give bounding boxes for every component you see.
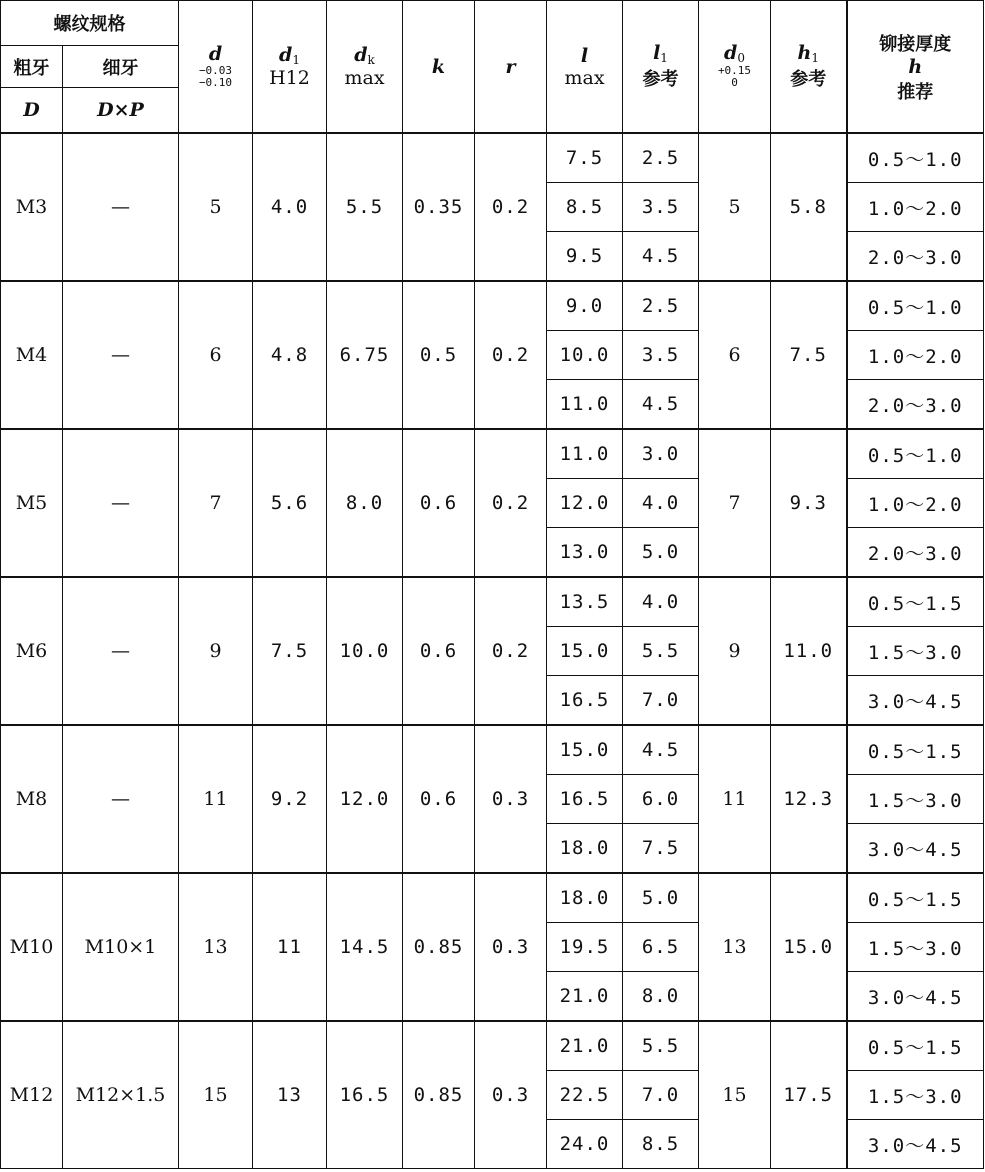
cell-coarse: M6 xyxy=(1,577,63,725)
header-r: r xyxy=(475,1,547,134)
cell-dk: 10.0 xyxy=(327,577,403,725)
header-h1: $h_1$ 参考 xyxy=(771,1,847,134)
cell-h: 0.5～1.0 xyxy=(847,281,984,331)
cell-fine: M10×1 xyxy=(63,873,179,1021)
cell-l: 8.5 xyxy=(547,183,623,232)
cell-r: 0.2 xyxy=(475,133,547,281)
cell-l: 18.0 xyxy=(547,824,623,874)
cell-h: 1.5～3.0 xyxy=(847,923,984,972)
cell-l1: 8.5 xyxy=(623,1120,699,1169)
header-dk: $d_k$ max xyxy=(327,1,403,134)
cell-coarse: M12 xyxy=(1,1021,63,1169)
cell-l: 12.0 xyxy=(547,479,623,528)
cell-d0: 7 xyxy=(699,429,771,577)
cell-l: 21.0 xyxy=(547,972,623,1022)
cell-d0: 11 xyxy=(699,725,771,873)
cell-h: 2.0～3.0 xyxy=(847,380,984,430)
table-body xyxy=(1,133,984,1169)
header-l1: $l_1$ 参考 xyxy=(623,1,699,134)
header-rivet-thickness: 铆接厚度 h 推荐 xyxy=(847,1,984,134)
cell-d1: 9.2 xyxy=(253,725,327,873)
cell-h: 0.5～1.5 xyxy=(847,873,984,923)
cell-fine: — xyxy=(63,429,179,577)
cell-l: 22.5 xyxy=(547,1071,623,1120)
cell-l: 16.5 xyxy=(547,676,623,726)
cell-r: 0.3 xyxy=(475,725,547,873)
cell-l1: 3.5 xyxy=(623,331,699,380)
cell-h: 1.5～3.0 xyxy=(847,1071,984,1120)
table-row xyxy=(1,577,984,627)
cell-d1: 7.5 xyxy=(253,577,327,725)
header-coarse: 粗牙 xyxy=(1,46,63,88)
cell-l: 21.0 xyxy=(547,1021,623,1071)
cell-r: 0.2 xyxy=(475,281,547,429)
cell-h: 0.5～1.5 xyxy=(847,725,984,775)
cell-l1: 6.0 xyxy=(623,775,699,824)
cell-l: 15.0 xyxy=(547,725,623,775)
cell-dk: 12.0 xyxy=(327,725,403,873)
cell-d: 9 xyxy=(179,577,253,725)
cell-d0: 6 xyxy=(699,281,771,429)
cell-d1: 11 xyxy=(253,873,327,1021)
cell-l1: 8.0 xyxy=(623,972,699,1022)
cell-l1: 5.5 xyxy=(623,1021,699,1071)
cell-dk: 16.5 xyxy=(327,1021,403,1169)
cell-d1: 5.6 xyxy=(253,429,327,577)
header-d: d −0.03 −0.10 xyxy=(179,1,253,134)
cell-coarse: M5 xyxy=(1,429,63,577)
cell-l1: 5.0 xyxy=(623,873,699,923)
cell-l: 10.0 xyxy=(547,331,623,380)
cell-l1: 2.5 xyxy=(623,281,699,331)
cell-k: 0.85 xyxy=(403,1021,475,1169)
header-k: k xyxy=(403,1,475,134)
cell-fine: — xyxy=(63,725,179,873)
table-row xyxy=(1,1021,984,1071)
cell-coarse: M10 xyxy=(1,873,63,1021)
cell-fine: — xyxy=(63,577,179,725)
cell-k: 0.85 xyxy=(403,873,475,1021)
cell-dk: 8.0 xyxy=(327,429,403,577)
cell-l1: 4.5 xyxy=(623,725,699,775)
cell-h1: 5.8 xyxy=(771,133,847,281)
header-thread-spec: 螺纹规格 xyxy=(1,1,179,46)
cell-h: 1.5～3.0 xyxy=(847,775,984,824)
cell-l1: 4.5 xyxy=(623,380,699,430)
cell-coarse: M8 xyxy=(1,725,63,873)
cell-h: 1.5～3.0 xyxy=(847,627,984,676)
header-l: l max xyxy=(547,1,623,134)
cell-l: 9.0 xyxy=(547,281,623,331)
cell-d: 11 xyxy=(179,725,253,873)
cell-l1: 6.5 xyxy=(623,923,699,972)
cell-d0: 15 xyxy=(699,1021,771,1169)
header-d0: $d_0$ +0.15 0 xyxy=(699,1,771,134)
cell-l1: 5.5 xyxy=(623,627,699,676)
cell-h: 0.5～1.0 xyxy=(847,133,984,183)
cell-l: 24.0 xyxy=(547,1120,623,1169)
cell-d0: 9 xyxy=(699,577,771,725)
cell-coarse: M4 xyxy=(1,281,63,429)
cell-h: 1.0～2.0 xyxy=(847,183,984,232)
cell-h: 3.0～4.5 xyxy=(847,824,984,874)
cell-l: 19.5 xyxy=(547,923,623,972)
cell-k: 0.6 xyxy=(403,577,475,725)
cell-dk: 14.5 xyxy=(327,873,403,1021)
cell-l1: 5.0 xyxy=(623,528,699,578)
cell-l1: 4.5 xyxy=(623,232,699,282)
cell-k: 0.6 xyxy=(403,429,475,577)
cell-r: 0.3 xyxy=(475,1021,547,1169)
cell-h: 1.0～2.0 xyxy=(847,479,984,528)
cell-d0: 5 xyxy=(699,133,771,281)
cell-l: 9.5 xyxy=(547,232,623,282)
table-row xyxy=(1,281,984,331)
cell-coarse: M3 xyxy=(1,133,63,281)
cell-d: 15 xyxy=(179,1021,253,1169)
cell-h: 3.0～4.5 xyxy=(847,1120,984,1169)
cell-l1: 3.0 xyxy=(623,429,699,479)
cell-d1: 13 xyxy=(253,1021,327,1169)
cell-l: 13.5 xyxy=(547,577,623,627)
cell-l1: 2.5 xyxy=(623,133,699,183)
cell-h: 1.0～2.0 xyxy=(847,331,984,380)
cell-l1: 4.0 xyxy=(623,479,699,528)
cell-h1: 9.3 xyxy=(771,429,847,577)
cell-fine: M12×1.5 xyxy=(63,1021,179,1169)
cell-k: 0.35 xyxy=(403,133,475,281)
cell-r: 0.2 xyxy=(475,577,547,725)
cell-k: 0.5 xyxy=(403,281,475,429)
cell-h: 3.0～4.5 xyxy=(847,676,984,726)
cell-l: 7.5 xyxy=(547,133,623,183)
cell-l1: 3.5 xyxy=(623,183,699,232)
cell-l: 13.0 xyxy=(547,528,623,578)
cell-h: 0.5～1.0 xyxy=(847,429,984,479)
cell-h1: 7.5 xyxy=(771,281,847,429)
cell-l: 15.0 xyxy=(547,627,623,676)
cell-fine: — xyxy=(63,281,179,429)
table-row xyxy=(1,873,984,923)
header-fine-sym: D×P xyxy=(63,88,179,134)
cell-r: 0.2 xyxy=(475,429,547,577)
cell-h: 2.0～3.0 xyxy=(847,528,984,578)
cell-k: 0.6 xyxy=(403,725,475,873)
cell-d1: 4.0 xyxy=(253,133,327,281)
cell-d: 13 xyxy=(179,873,253,1021)
cell-h1: 17.5 xyxy=(771,1021,847,1169)
header-coarse-sym: D xyxy=(1,88,63,134)
header-fine: 细牙 xyxy=(63,46,179,88)
cell-d: 6 xyxy=(179,281,253,429)
table-row xyxy=(1,133,984,183)
table-row xyxy=(1,429,984,479)
cell-d0: 13 xyxy=(699,873,771,1021)
cell-dk: 5.5 xyxy=(327,133,403,281)
cell-l: 11.0 xyxy=(547,429,623,479)
cell-l1: 7.0 xyxy=(623,676,699,726)
cell-fine: — xyxy=(63,133,179,281)
cell-h: 0.5～1.5 xyxy=(847,577,984,627)
cell-dk: 6.75 xyxy=(327,281,403,429)
cell-l: 16.5 xyxy=(547,775,623,824)
cell-l1: 4.0 xyxy=(623,577,699,627)
header-d1: $d_1$ H12 xyxy=(253,1,327,134)
cell-h: 0.5～1.5 xyxy=(847,1021,984,1071)
cell-d: 7 xyxy=(179,429,253,577)
table-row xyxy=(1,725,984,775)
cell-l: 18.0 xyxy=(547,873,623,923)
cell-d1: 4.8 xyxy=(253,281,327,429)
cell-h1: 15.0 xyxy=(771,873,847,1021)
cell-l1: 7.5 xyxy=(623,824,699,874)
cell-l: 11.0 xyxy=(547,380,623,430)
cell-h: 3.0～4.5 xyxy=(847,972,984,1022)
cell-h1: 11.0 xyxy=(771,577,847,725)
cell-r: 0.3 xyxy=(475,873,547,1021)
cell-l1: 7.0 xyxy=(623,1071,699,1120)
cell-h: 2.0～3.0 xyxy=(847,232,984,282)
cell-d: 5 xyxy=(179,133,253,281)
cell-h1: 12.3 xyxy=(771,725,847,873)
